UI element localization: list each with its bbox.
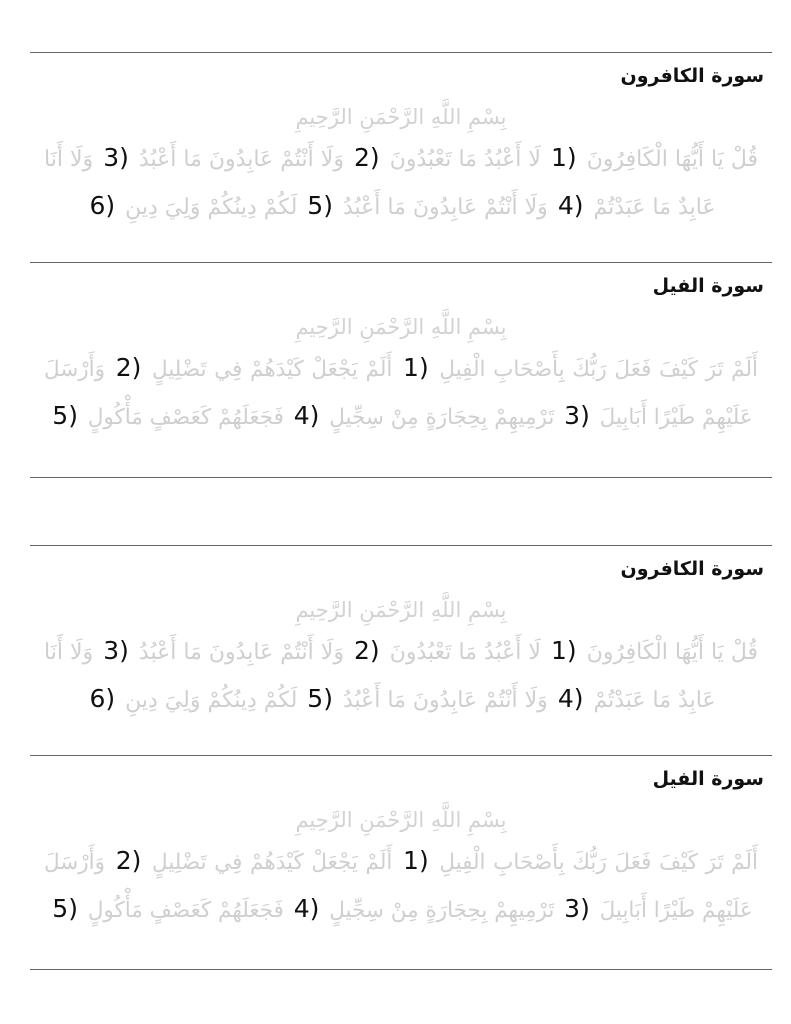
verse-number: (3: [564, 894, 590, 923]
basmala-trace-text: بِسْمِ اللَّهِ الرَّحْمَنِ الرَّحِيمِ: [295, 105, 507, 129]
verse-line-2: [44, 401, 758, 430]
divider-rule: [30, 755, 772, 756]
divider-rule: [30, 262, 772, 263]
verse-number: (5: [307, 684, 333, 713]
surah-section-fil: [30, 758, 772, 958]
verse-trace-text: فَجَعَلَهُمْ كَعَصْفٍ مَأْكُولٍ: [87, 898, 284, 923]
verse-trace-text: وَأَرْسَلَ: [44, 850, 106, 875]
verse-trace-text: فَجَعَلَهُمْ كَعَصْفٍ مَأْكُولٍ: [87, 405, 284, 430]
verse-number: (2: [353, 636, 380, 665]
verse-number: (6: [89, 191, 116, 220]
verse-line-2: [44, 191, 758, 220]
surah-section-kafirun: [30, 548, 772, 748]
verse-number: (4: [293, 894, 320, 923]
verse-number: (4: [293, 401, 320, 430]
verse-trace-text: وَأَرْسَلَ: [44, 357, 106, 382]
verse-number: (4: [557, 191, 584, 220]
verse-trace-text: تَرْمِيهِمْ بِحِجَارَةٍ مِنْ سِجِّيلٍ: [329, 405, 555, 430]
surah-title: سورة الكافرون: [620, 65, 764, 87]
verse-trace-text: لَكُمْ دِينُكُمْ وَلِيَ دِينِ: [125, 195, 298, 220]
verse-number: (2: [353, 143, 380, 172]
verse-number: (5: [307, 191, 333, 220]
verse-trace-text: أَلَمْ تَرَ كَيْفَ فَعَلَ رَبُّكَ بِأَصْحَابِ الْفِيلِ: [439, 357, 758, 382]
verse-number: (1: [551, 636, 577, 665]
verse-number: (3: [103, 636, 129, 665]
verse-trace-text: أَلَمْ يَجْعَلْ كَيْدَهُمْ فِي تَضْلِيلٍ: [152, 850, 393, 875]
verse-trace-text: لَكُمْ دِينُكُمْ وَلِيَ دِينِ: [125, 688, 298, 713]
verse-number: (3: [103, 143, 129, 172]
verse-trace-text: قُلْ يَا أَيُّهَا الْكَافِرُونَ: [586, 640, 759, 665]
verse-line-1: [44, 636, 758, 665]
verse-line-1: [44, 353, 758, 382]
verse-trace-text: عَابِدٌ مَا عَبَدْتُمْ: [593, 688, 716, 713]
surah-section-fil: [30, 265, 772, 465]
verse-trace-text: عَلَيْهِمْ طَيْرًا أَبَابِيلَ: [599, 405, 753, 430]
verse-number: (5: [52, 401, 78, 430]
divider-rule: [30, 477, 772, 478]
surah-section-kafirun: [30, 55, 772, 255]
verse-trace-text: أَلَمْ يَجْعَلْ كَيْدَهُمْ فِي تَضْلِيلٍ: [152, 357, 393, 382]
verse-trace-text: وَلَا أَنَا: [44, 640, 94, 665]
verse-number: (1: [403, 353, 429, 382]
verse-trace-text: قُلْ يَا أَيُّهَا الْكَافِرُونَ: [586, 147, 759, 172]
surah-title: سورة الفيل: [652, 275, 764, 297]
verse-trace-text: وَلَا أَنْتُمْ عَابِدُونَ مَا أَعْبُدُ: [138, 147, 344, 172]
surah-title: سورة الفيل: [652, 768, 764, 790]
verse-number: (6: [89, 684, 116, 713]
verse-number: (4: [557, 684, 584, 713]
verse-trace-text: لَا أَعْبُدُ مَا تَعْبُدُونَ: [389, 640, 541, 665]
verse-number: (2: [115, 846, 142, 875]
basmala-trace-text: بِسْمِ اللَّهِ الرَّحْمَنِ الرَّحِيمِ: [295, 598, 507, 622]
verse-trace-text: عَابِدٌ مَا عَبَدْتُمْ: [593, 195, 716, 220]
verse-trace-text: لَا أَعْبُدُ مَا تَعْبُدُونَ: [389, 147, 541, 172]
verse-trace-text: تَرْمِيهِمْ بِحِجَارَةٍ مِنْ سِجِّيلٍ: [329, 898, 555, 923]
verse-number: (3: [564, 401, 590, 430]
verse-line-1: [44, 846, 758, 875]
verse-number: (1: [551, 143, 577, 172]
verse-trace-text: وَلَا أَنْتُمْ عَابِدُونَ مَا أَعْبُدُ: [342, 195, 548, 220]
verse-number: (1: [403, 846, 429, 875]
divider-rule: [30, 969, 772, 970]
divider-rule: [30, 545, 772, 546]
verse-line-1: [44, 143, 758, 172]
verse-trace-text: وَلَا أَنَا: [44, 147, 94, 172]
divider-rule: [30, 52, 772, 53]
verse-line-2: [44, 684, 758, 713]
verse-trace-text: عَلَيْهِمْ طَيْرًا أَبَابِيلَ: [599, 898, 753, 923]
verse-line-2: [44, 894, 758, 923]
basmala-trace-text: بِسْمِ اللَّهِ الرَّحْمَنِ الرَّحِيمِ: [295, 315, 507, 339]
verse-trace-text: أَلَمْ تَرَ كَيْفَ فَعَلَ رَبُّكَ بِأَصْحَابِ الْفِيلِ: [439, 850, 758, 875]
verse-trace-text: وَلَا أَنْتُمْ عَابِدُونَ مَا أَعْبُدُ: [342, 688, 548, 713]
verse-number: (2: [115, 353, 142, 382]
surah-title: سورة الكافرون: [620, 558, 764, 580]
verse-trace-text: وَلَا أَنْتُمْ عَابِدُونَ مَا أَعْبُدُ: [138, 640, 344, 665]
verse-number: (5: [52, 894, 78, 923]
basmala-trace-text: بِسْمِ اللَّهِ الرَّحْمَنِ الرَّحِيمِ: [295, 808, 507, 832]
